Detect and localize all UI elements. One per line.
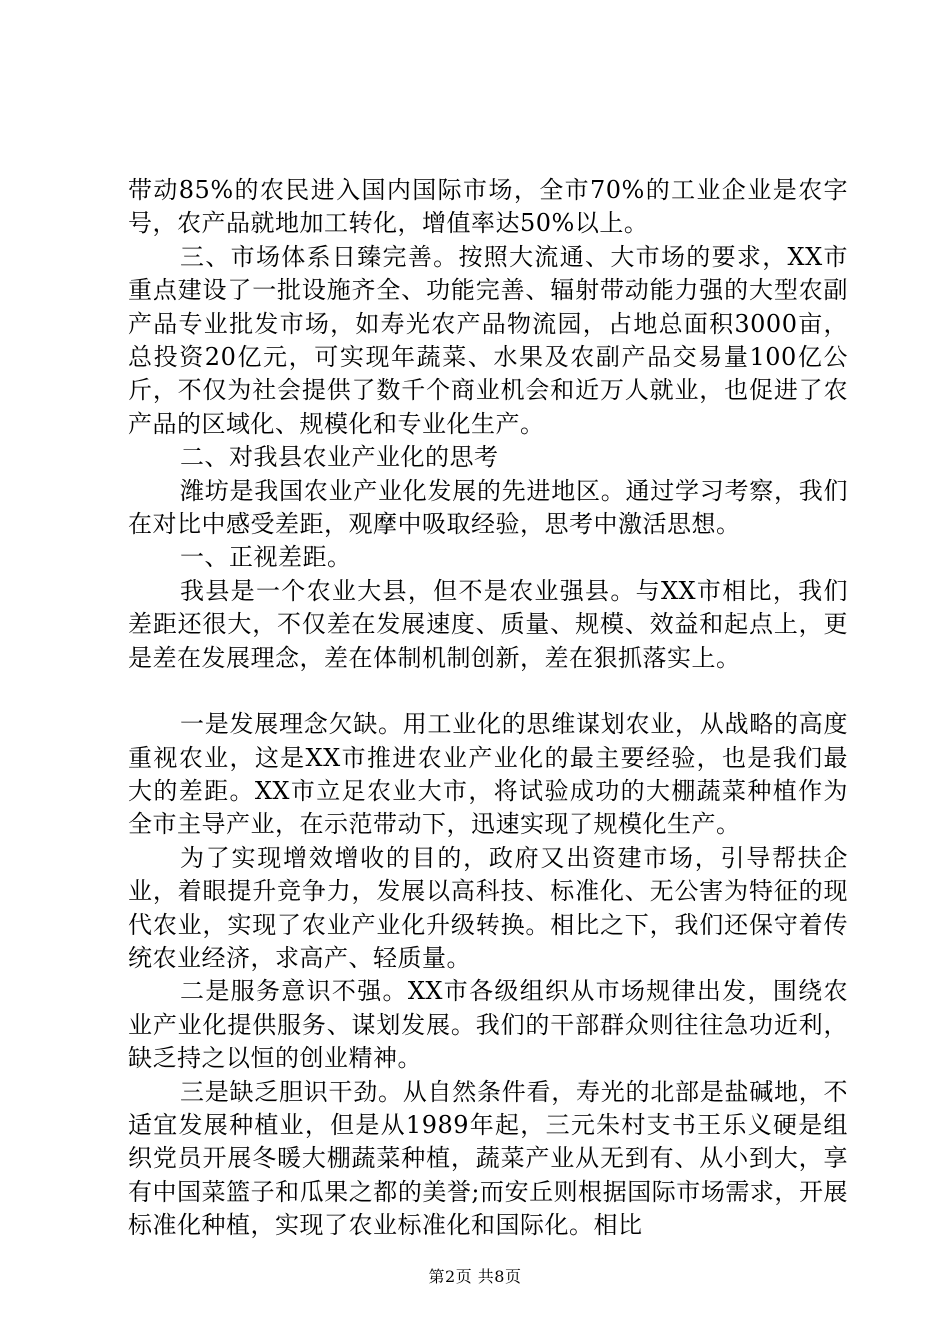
- paragraph: 一是发展理念欠缺。用工业化的思维谋划农业，从战略的高度重视农业，这是XX市推进农业产业化的最主要经验，也是我们最大的差距。XX市立足农业大市，将试验成功的大棚蔬菜种植作为全市主导产业，在示范带动下，迅速实现了规模化生产。: [128, 710, 848, 839]
- section-heading: 二、对我县农业产业化的思考: [180, 443, 499, 472]
- document-body: [128, 174, 848, 1243]
- paragraph: 二是服务意识不强。XX市各级组织从市场规律出发，围绕农业产业化提供服务、谋划发展。我们的干部群众则往往急功近利，缺乏持之以恒的创业精神。: [128, 977, 848, 1073]
- section-heading: 一、正视差距。: [180, 543, 352, 572]
- paragraph: 三是缺乏胆识干劲。从自然条件看，寿光的北部是盐碱地，不适宜发展种植业，但是从1989年起，三元朱村支书王乐义硬是组织党员开展冬暖大棚蔬菜种植，蔬菜产业从无到有、从小到大，享有中国菜篮子和瓜果之都的美誉;而安丘则根据国际市场需求，开展标准化种植，实现了农业标准化和国际化。相比: [128, 1077, 848, 1240]
- page-number-footer: 第2页 共8页: [428, 1267, 522, 1286]
- paragraph: 我县是一个农业大县，但不是农业强县。与XX市相比，我们差距还很大，不仅差在发展速度、质量、规模、效益和起点上，更是差在发展理念，差在体制机制创新，差在狠抓落实上。: [128, 576, 848, 672]
- paragraph: 为了实现增效增收的目的，政府又出资建市场，引导帮扶企业，着眼提升竞争力，发展以高科技、标准化、无公害为特征的现代农业，实现了农业产业化升级转换。相比之下，我们还保守着传统农业经济，求高产、轻质量。: [128, 843, 848, 972]
- paragraph: 潍坊是我国农业产业化发展的先进地区。通过学习考察，我们在对比中感受差距，观摩中吸取经验，思考中激活思想。: [128, 476, 848, 539]
- paragraph: 带动85%的农民进入国内国际市场，全市70%的工业企业是农字号，农产品就地加工转化，增值率达50%以上。: [128, 176, 848, 238]
- paragraph: 三、市场体系日臻完善。按照大流通、大市场的要求，XX市重点建设了一批设施齐全、功能完善、辐射带动能力强的大型农副产品专业批发市场，如寿光农产品物流园，占地总面积3000亩，总投资20亿元，可实现年蔬菜、水果及农副产品交易量100亿公斤，不仅为社会提供了数千个商业机会和近万人就业，也促进了农产品的区域化、规模化和专业化生产。: [128, 242, 848, 438]
